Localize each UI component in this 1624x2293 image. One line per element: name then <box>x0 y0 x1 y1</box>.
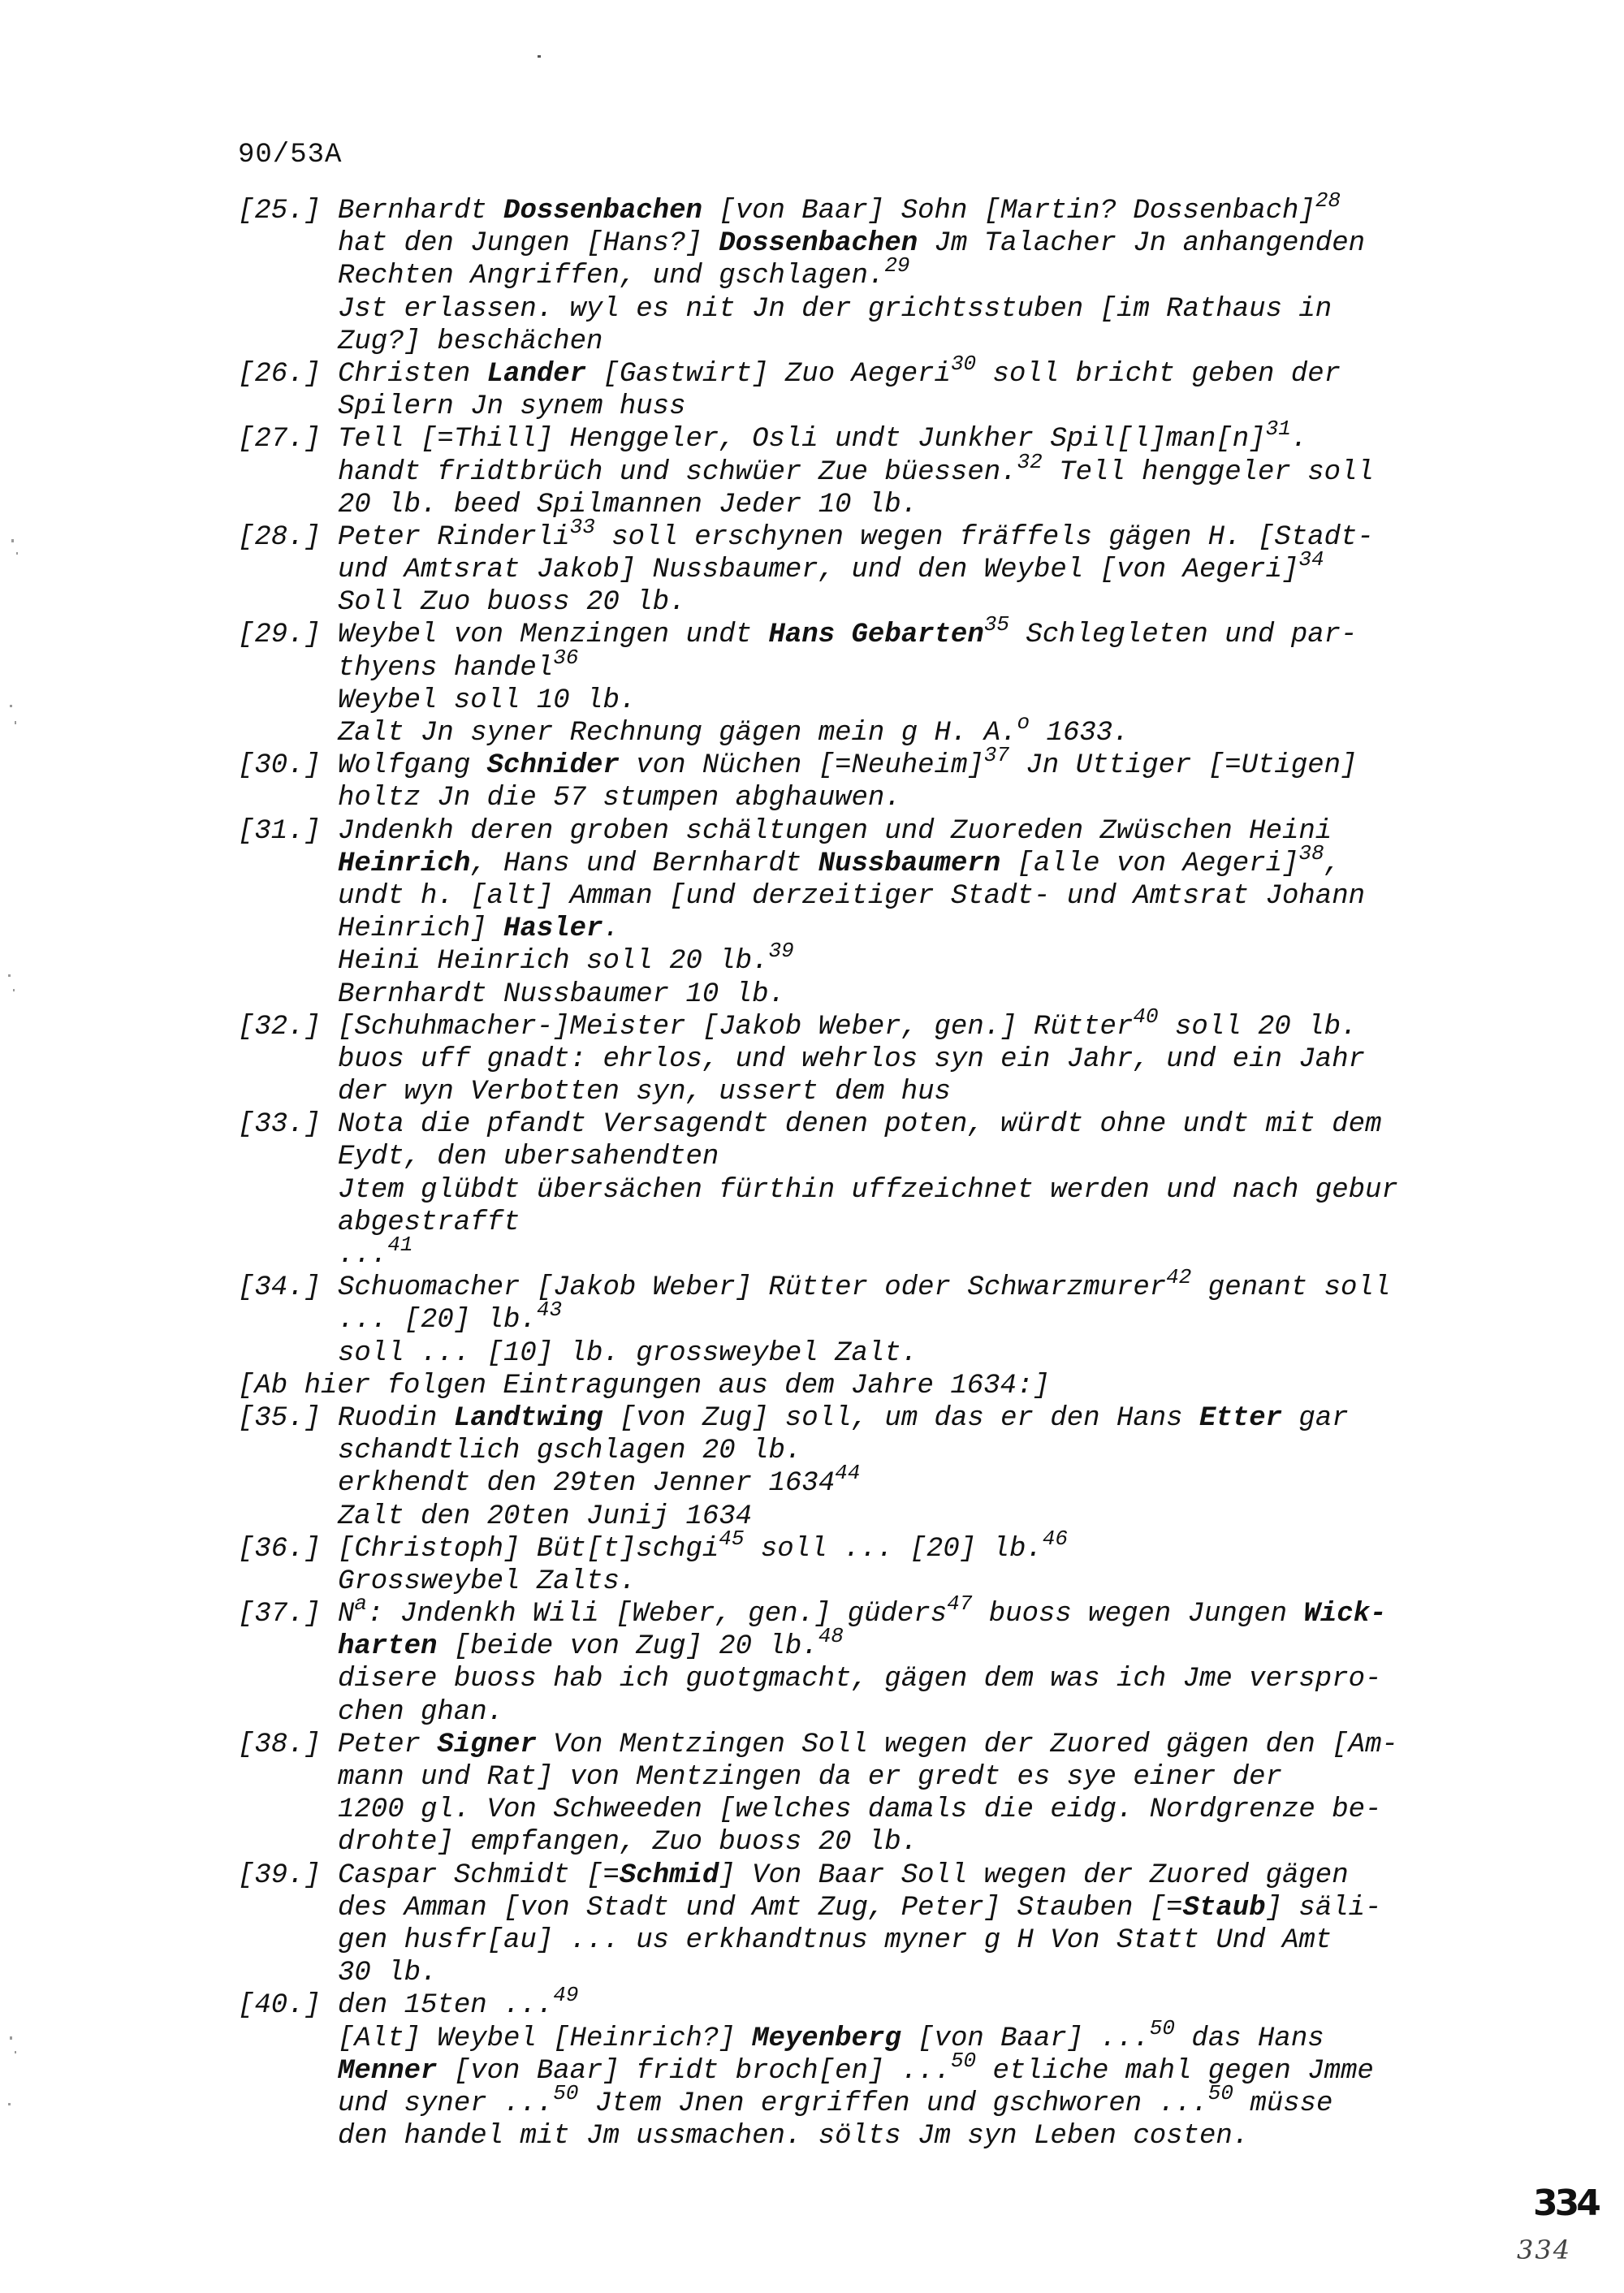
footnote-marker: 50 <box>1149 2015 1176 2040</box>
scan-speck <box>538 55 541 58</box>
text-run: Weybel von Menzingen undt <box>338 620 769 651</box>
text-run: Zalt Jn syner Rechnung gägen mein g H. A. <box>338 718 1017 749</box>
text-run: Soll Zuo buoss 20 lb. <box>338 587 686 619</box>
entry-line <box>338 1207 1505 1239</box>
text-run: soll ... [20] lb. <box>744 1533 1043 1565</box>
text-run: [Alt] Weybel [Heinrich?] <box>338 2023 753 2054</box>
text-run: abgestrafft <box>338 1207 520 1238</box>
text-run: ] Von Baar Soll wegen der Zuored gägen <box>719 1859 1349 1891</box>
entry-text <box>338 1591 1505 1729</box>
footnote-marker: 50 <box>950 2048 977 2073</box>
footnote-marker: 45 <box>719 1526 745 1551</box>
footnote-marker: 34 <box>1298 547 1324 572</box>
entry-line <box>338 880 1505 913</box>
name-bold: Wick- <box>1303 1599 1387 1630</box>
text-run: Peter <box>338 1729 438 1760</box>
footnote-marker: 46 <box>1042 1526 1068 1551</box>
footnote-marker: 30 <box>950 351 977 376</box>
footnote-marker: 37 <box>983 743 1009 768</box>
entry-line <box>338 1591 1505 1630</box>
entry <box>238 815 1505 1011</box>
entry-line <box>338 1076 1505 1108</box>
entry-number: [33.] <box>238 1109 322 1141</box>
entry <box>238 1983 1505 2153</box>
entry-line <box>338 188 1505 227</box>
text-run: 20 lb. beed Spilmannen Jeder 10 lb. <box>338 489 918 520</box>
entry <box>238 612 1505 749</box>
entry-text <box>338 514 1505 620</box>
text-run: soll ... [10] lb. grossweybel Zalt. <box>338 1337 918 1369</box>
entry <box>238 351 1505 423</box>
text-run: Caspar Schmidt [= <box>338 1859 620 1891</box>
text-run: soll bricht geben der <box>976 358 1341 390</box>
text-run: etliche mahl gegen Jmme <box>976 2055 1374 2087</box>
text-run: [Christoph] Büt[t]schgi <box>338 1533 719 1565</box>
footnote-marker: 50 <box>1207 2080 1234 2105</box>
text-run: drohte] empfangen, Zuo buoss 20 lb. <box>338 1827 918 1859</box>
entry-line <box>338 449 1505 489</box>
name-bold: Hans Gebarten <box>768 620 984 651</box>
entry <box>238 1402 1505 1533</box>
entry-text <box>338 417 1505 521</box>
entry-line <box>338 586 1505 619</box>
footnote-marker: 39 <box>768 939 794 964</box>
text-run: Schuomacher [Jakob Weber] Rütter oder Schwarzmurer <box>338 1272 1167 1304</box>
entry-line <box>338 227 1505 260</box>
text-run: Rechten Angriffen, und gschlagen. <box>338 261 885 292</box>
entry-number: [26.] <box>238 358 322 390</box>
name-bold: Nussbaumern <box>818 848 1001 879</box>
text-run: [von Zug] soll, um das er den Hans <box>603 1402 1199 1434</box>
entry-text <box>338 743 1505 814</box>
name-bold: Signer <box>437 1729 537 1760</box>
document-id: 90/53A <box>238 140 343 171</box>
entry <box>238 1729 1505 1859</box>
footnote-marker: 29 <box>884 253 910 279</box>
text-run: disere buoss hab ich guotgmacht, gägen dem was ich Jme verspro- <box>338 1664 1382 1695</box>
entries-1633 <box>238 188 1505 1370</box>
text-run: , <box>1324 848 1341 879</box>
entry-number: [28.] <box>238 521 322 553</box>
entry <box>238 1004 1505 1109</box>
text-run: von Nüchen [=Neuheim] <box>619 750 984 782</box>
entry-number: [34.] <box>238 1272 322 1304</box>
footnote-marker: o <box>1017 710 1030 735</box>
entry-number: [27.] <box>238 424 322 456</box>
text-run: gar <box>1282 1402 1349 1434</box>
entry-line <box>338 612 1505 651</box>
entry-line <box>338 1461 1505 1500</box>
text-run: buos uff gnadt: ehrlos, und wehrlos syn ein Jahr, und ein Jahr <box>338 1043 1366 1075</box>
footnote-marker: a <box>354 1591 368 1617</box>
text-run: holtz Jn die 57 stumpen abghauwen. <box>338 783 901 814</box>
page-number-stamp: 334 <box>1533 2183 1598 2224</box>
text-run: ... <box>338 1240 388 1271</box>
text-run: Jn Uttiger [=Utigen] <box>1009 750 1358 782</box>
entry <box>238 188 1505 358</box>
entry-line <box>338 417 1505 456</box>
name-bold: Schnider <box>486 750 620 782</box>
entry-line <box>338 391 1505 423</box>
entry-line <box>338 1624 1505 1663</box>
entry-line <box>338 1337 1505 1370</box>
text-run: [von Baar] Sohn [Martin? Dossenbach] <box>702 196 1315 227</box>
footnote-marker: 32 <box>1017 449 1043 474</box>
name-bold: Hasler <box>503 913 603 945</box>
name-bold: Dossenbachen <box>719 228 918 260</box>
entry-text <box>338 815 1505 1011</box>
footnote-marker: 42 <box>1166 1265 1192 1290</box>
entry-line <box>338 1043 1505 1076</box>
text-run: Jndenkh deren groben schältungen und Zuoreden Zwüschen Heini <box>338 815 1332 847</box>
entry-line <box>338 1174 1505 1207</box>
text-run: ... [20] lb. <box>338 1305 537 1337</box>
footnote-marker: 40 <box>1133 1004 1159 1029</box>
entry-number: [38.] <box>238 1729 322 1760</box>
text-run: Heini Heinrich soll 20 lb. <box>338 946 769 978</box>
entry-line <box>338 2015 1505 2055</box>
entry-text <box>338 1859 1505 1990</box>
entry-number: [29.] <box>238 620 322 651</box>
text-run: [beide von Zug] 20 lb. <box>437 1631 818 1663</box>
footnote-marker: 33 <box>569 514 595 539</box>
text-run: [alle von Aegeri] <box>1000 848 1299 879</box>
footnote-marker: 44 <box>835 1461 861 1486</box>
entry-line <box>338 1108 1505 1141</box>
text-run: Bernhardt Nussbaumer 10 lb. <box>338 978 785 1010</box>
entry <box>238 1265 1505 1370</box>
name-bold: Dossenbachen <box>503 196 702 227</box>
text-run: Heinrich] <box>338 913 504 945</box>
entry-text <box>338 1729 1505 1859</box>
entry-line <box>338 978 1505 1011</box>
entry-line <box>338 913 1505 945</box>
entry <box>238 1859 1505 1990</box>
text-run: Grossweybel Zalts. <box>338 1565 637 1597</box>
text-run: hat den Jungen [Hans?] <box>338 228 719 260</box>
entry-line <box>338 1924 1505 1957</box>
scan-margin-marks <box>0 0 32 2293</box>
name-bold: harten <box>338 1631 438 1663</box>
text-run: Wolfgang <box>338 750 487 782</box>
entry-line <box>338 1826 1505 1859</box>
entry-line <box>338 684 1505 717</box>
entry-text <box>338 1004 1505 1109</box>
entry-number: [36.] <box>238 1533 322 1565</box>
footnote-marker: 43 <box>536 1298 563 1323</box>
footnote-marker: 38 <box>1298 840 1324 866</box>
text-run: Bernhardt <box>338 196 504 227</box>
text-run: undt h. [alt] Amman [und derzeitiger Stadt- und Amtsrat Johann <box>338 880 1366 912</box>
entries-1634 <box>238 1402 1505 2153</box>
text-run: Tell henggeler soll <box>1042 456 1374 488</box>
section-note: [Ab hier folgen Eintragungen aus dem Jahre 1634:] <box>238 1370 1050 1401</box>
entry-line <box>338 840 1505 880</box>
entry-number: [40.] <box>238 1990 322 2022</box>
text-run: und syner ... <box>338 2088 554 2119</box>
entry-line <box>338 1859 1505 1892</box>
entry-line <box>338 1729 1505 1761</box>
name-bold: Menner <box>338 2055 438 2087</box>
entry <box>238 743 1505 814</box>
text-run: . <box>1290 424 1308 456</box>
entry-line <box>338 1565 1505 1598</box>
text-run: Schlegleten und par- <box>1009 620 1358 651</box>
text-run: erkhendt den 29ten Jenner 1634 <box>338 1468 836 1500</box>
entry <box>238 1108 1505 1272</box>
entry-line <box>338 1004 1505 1043</box>
entry-line <box>338 743 1505 782</box>
entry-line <box>338 2120 1505 2153</box>
footnote-marker: 50 <box>553 2080 579 2105</box>
entry-line <box>338 1233 1505 1272</box>
entry-number: [30.] <box>238 750 322 782</box>
footnote-marker: 49 <box>553 1983 579 2008</box>
entry-line <box>338 351 1505 391</box>
entry-line <box>338 782 1505 814</box>
entry-line <box>338 2080 1505 2120</box>
entry-line <box>338 2048 1505 2088</box>
text-run: Zug?] beschächen <box>338 326 603 357</box>
entry-number: [35.] <box>238 1402 322 1434</box>
entry-line <box>338 710 1505 749</box>
footnote-marker: 28 <box>1315 188 1341 213</box>
text-run: Peter Rinderli <box>338 521 570 553</box>
text-run: und Amtsrat Jakob] Nussbaumer, und den Weybel [von Aegeri] <box>338 555 1299 586</box>
footnote-marker: 47 <box>947 1591 973 1617</box>
text-run: , Hans und Bernhardt <box>470 848 818 879</box>
text-run: [von Baar] ... <box>901 2023 1150 2054</box>
text-run: buoss wegen Jungen <box>972 1599 1304 1630</box>
entry <box>238 1526 1505 1598</box>
text-run: : Jndenkh Wili [Weber, gen.] güders <box>367 1599 948 1630</box>
text-run: [Gastwirt] Zuo Aegeri <box>586 358 951 390</box>
entry-line <box>338 1794 1505 1826</box>
text-run: den handel mit Jm ussmachen. sölts Jm syn Leben costen. <box>338 2121 1250 2153</box>
text-run: mann und Rat] von Mentzingen da er gredt es sye einer der <box>338 1762 1282 1793</box>
text-run: Eydt, den ubersahendten <box>338 1142 719 1173</box>
text-run: Zalt den 20ten Junij 1634 <box>338 1501 753 1532</box>
text-run: ] säli- <box>1265 1892 1382 1924</box>
text-run: Jst erlassen. wyl es nit Jn der grichtsstuben [im Rathaus in <box>338 293 1332 325</box>
entry-number: [32.] <box>238 1011 322 1043</box>
text-run: genant soll <box>1191 1272 1391 1304</box>
entry-line <box>338 1298 1505 1337</box>
text-run: Jtem Jnen ergriffen und gschworen ... <box>578 2088 1208 2119</box>
entry-line <box>338 293 1505 326</box>
text-run: soll erschynen wegen fräffels gägen H. [Stadt- <box>594 521 1374 553</box>
entry-line <box>338 1892 1505 1924</box>
name-bold: Staub <box>1182 1892 1266 1924</box>
name-bold: Landtwing <box>453 1402 603 1434</box>
entry-text <box>338 1526 1505 1598</box>
footnote-marker: 35 <box>983 612 1009 637</box>
footnote-marker: 31 <box>1265 417 1291 442</box>
entry-line <box>338 645 1505 684</box>
text-run: handt fridtbrüch und schwüer Zue büessen. <box>338 456 1017 488</box>
entry-line <box>338 1761 1505 1794</box>
text-run: Weybel soll 10 lb. <box>338 684 637 716</box>
entry-line <box>338 1265 1505 1304</box>
entry-line <box>338 1983 1505 2022</box>
entry-line <box>338 1501 1505 1533</box>
entry-text <box>338 612 1505 749</box>
entry-text <box>338 1402 1505 1533</box>
entry-line <box>338 1663 1505 1695</box>
text-run: [von Baar] fridt broch[en] ... <box>437 2055 951 2087</box>
text-run: gen husfr[au] ... us erkhandtnus myner g H Von Statt Und Amt <box>338 1924 1332 1956</box>
entry-line <box>338 1526 1505 1565</box>
text-run: 1200 gl. Von Schweeden [welches damals die eidg. Nordgrenze be- <box>338 1794 1382 1826</box>
entry-line <box>338 253 1505 292</box>
entry-number: [39.] <box>238 1859 322 1891</box>
text-run: chen ghan. <box>338 1696 504 1728</box>
text-run: 1633. <box>1030 718 1129 749</box>
entry-line <box>338 1696 1505 1729</box>
entry-line <box>338 815 1505 848</box>
entry-line <box>338 1402 1505 1435</box>
text-run: den 15ten ... <box>338 1990 554 2022</box>
entry-text <box>338 1983 1505 2153</box>
text-run: Nota die pfandt Versagendt denen poten, würdt ohne undt mit dem <box>338 1109 1382 1141</box>
entry-text <box>338 188 1505 358</box>
text-run: soll 20 lb. <box>1158 1011 1358 1043</box>
entry-line <box>338 489 1505 521</box>
entry-text <box>338 351 1505 423</box>
entry-line <box>338 547 1505 586</box>
entries-list <box>238 188 1505 2153</box>
text-run: 30 lb. <box>338 1958 438 1989</box>
name-bold: Etter <box>1199 1402 1283 1434</box>
text-run: das Hans <box>1175 2023 1324 2054</box>
text-run: Ruodin <box>338 1402 454 1434</box>
entry-line <box>338 939 1505 978</box>
text-run: Jtem glübdt übersächen fürthin uffzeichnet werden und nach gebur <box>338 1174 1398 1206</box>
entry <box>238 514 1505 620</box>
text-run: . <box>603 913 620 945</box>
entry-line <box>338 326 1505 358</box>
name-bold: Heinrich <box>338 848 471 879</box>
entry-line <box>338 514 1505 554</box>
text-run: thyens handel <box>338 652 554 684</box>
entry-line <box>338 1957 1505 1989</box>
footnote-marker: 41 <box>387 1233 413 1257</box>
entry-number: [31.] <box>238 815 322 847</box>
text-run: Spilern Jn synem huss <box>338 391 686 423</box>
footnote-marker: 48 <box>818 1624 844 1649</box>
text-run: N <box>338 1599 355 1630</box>
entry-number: [25.] <box>238 196 322 227</box>
entry-line <box>338 1141 1505 1173</box>
footnote-marker: 36 <box>553 645 579 670</box>
text-run: Von Mentzingen Soll wegen der Zuored gägen den [Am- <box>536 1729 1398 1760</box>
text-run: Jm Talacher Jn anhangenden <box>918 228 1366 260</box>
entry-number: [37.] <box>238 1599 322 1630</box>
text-run: Christen <box>338 358 487 390</box>
text-run: Tell [=Thill] Henggeler, Osli undt Junkher Spil[l]man[n] <box>338 424 1266 456</box>
text-run: schandtlich gschlagen 20 lb. <box>338 1436 802 1467</box>
entry-text <box>338 1108 1505 1272</box>
entry-text <box>338 1265 1505 1370</box>
text-run: des Amman [von Stadt und Amt Zug, Peter] Stauben [= <box>338 1892 1183 1924</box>
text-run: [Schuhmacher-]Meister [Jakob Weber, gen.] Rütter <box>338 1011 1134 1043</box>
page-number-pencil: 334 <box>1517 2235 1572 2265</box>
name-bold: Lander <box>486 358 587 390</box>
name-bold: Schmid <box>619 1859 719 1891</box>
text-run: der wyn Verbotten syn, ussert dem hus <box>338 1077 951 1108</box>
text-run: müsse <box>1233 2088 1333 2119</box>
entry <box>238 1591 1505 1729</box>
entry <box>238 417 1505 521</box>
entry-line <box>338 1435 1505 1467</box>
name-bold: Meyenberg <box>752 2023 901 2054</box>
